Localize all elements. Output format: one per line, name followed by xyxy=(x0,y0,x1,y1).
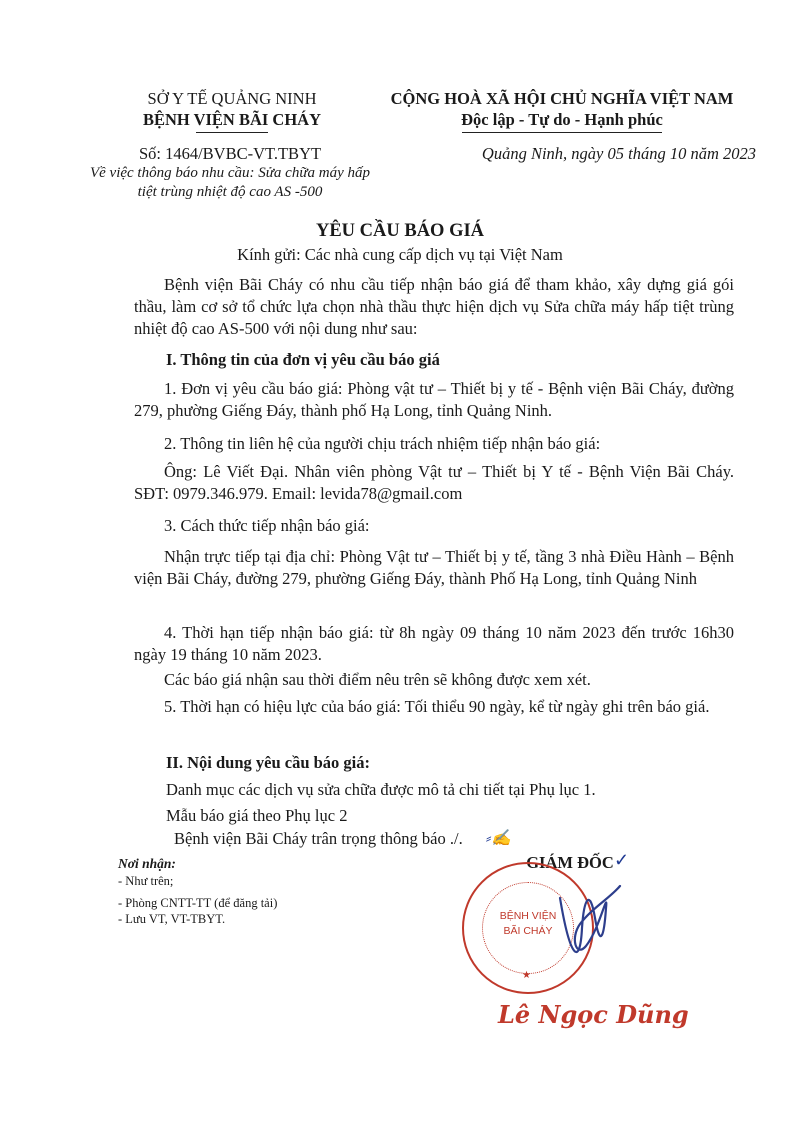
section-1-item-5: 5. Thời hạn có hiệu lực của báo giá: Tối thiểu 90 ngày, kể từ ngày ghi trên báo giá. xyxy=(164,697,710,716)
section-2-line-2: Mẫu báo giá theo Phụ lục 2 xyxy=(166,806,348,825)
recipients-block xyxy=(118,855,378,927)
signer-title: GIÁM ĐỐC xyxy=(526,853,614,872)
seal-line-2: BÃI CHÁY xyxy=(503,925,553,937)
intro-paragraph: Bệnh viện Bãi Cháy có nhu cầu tiếp nhận báo giá để tham khảo, xây dựng giá gói thầu, làm cơ sở tổ chức lựa chọn nhà thầu thực hiện dịch vụ Sửa chữa máy hấp tiệt trùng nhiệt độ cao AS-500 với nội dung như sau: xyxy=(134,275,734,338)
subject-line-1: Về việc thông báo nhu cầu: Sửa chữa máy hấp xyxy=(89,165,371,181)
country-name: CỘNG HOÀ XÃ HỘI CHỦ NGHĨA VIỆT NAM xyxy=(390,89,734,108)
section-1-item-3-detail: Nhận trực tiếp tại địa chỉ: Phòng Vật tư – Thiết bị y tế, tầng 3 nhà Điều Hành – Bệnh viện Bãi Cháy, đường 279, phường Giếng Đáy, thành Phố Hạ Long, tỉnh Quảng Ninh xyxy=(134,547,734,588)
recipients-heading: Nơi nhận: xyxy=(118,856,176,871)
issuing-authority xyxy=(122,88,342,130)
section-1-item-3: 3. Cách thức tiếp nhận báo giá: xyxy=(164,516,370,535)
recipient-line: Kính gửi: Các nhà cung cấp dịch vụ tại Việt Nam xyxy=(237,245,563,264)
section-1-item-4-note: Các báo giá nhận sau thời điểm nêu trên sẽ không được xem xét. xyxy=(164,670,591,689)
motto: Độc lập - Tự do - Hạnh phúc xyxy=(461,110,663,129)
signature-scribble xyxy=(540,868,630,978)
signer-name: Lê Ngọc Dũng xyxy=(498,1000,689,1029)
section-2-line-1: Danh mục các dịch vụ sửa chữa được mô tả chi tiết tại Phụ lục 1. xyxy=(166,780,596,799)
section-1-item-2: 2. Thông tin liên hệ của người chịu trách nhiệm tiếp nhận báo giá: xyxy=(164,434,601,453)
section-1-item-2-detail: Ông: Lê Viết Đại. Nhân viên phòng Vật tư – Thiết bị Y tế - Bệnh Viện Bãi Cháy. SĐT: 0979.346.979. Email: levida78@gmail.com xyxy=(134,462,734,503)
document-title: YÊU CẦU BÁO GIÁ xyxy=(315,221,485,241)
initial-mark-icon: ⸗✍ xyxy=(486,830,512,847)
hospital-name: BỆNH VIỆN BÃI CHÁY xyxy=(142,110,322,129)
section-2-line-3: Bệnh viện Bãi Cháy trân trọng thông báo ./. xyxy=(174,829,463,848)
doc-meta xyxy=(60,143,400,202)
doc-number: Số: 1464/BVBC-VT.TBYT xyxy=(138,144,322,163)
header-right-rule xyxy=(462,132,662,133)
subject-line-2: tiệt trùng nhiệt độ cao AS -500 xyxy=(137,184,323,200)
date-line: Quảng Ninh, ngày 05 tháng 10 năm 2023 xyxy=(481,144,756,163)
seal-line-1: BỆNH VIỆN xyxy=(499,910,557,922)
section-1-item-4: 4. Thời hạn tiếp nhận báo giá: từ 8h ngày 09 tháng 10 năm 2023 đến trước 16h30 ngày 19 tháng 10 năm 2023. xyxy=(134,623,734,664)
recipient-item: - Như trên; xyxy=(118,874,174,888)
recipient-item: - Lưu VT, VT-TBYT. xyxy=(118,912,226,926)
header-left-rule xyxy=(196,132,268,133)
section-2-heading: II. Nội dung yêu cầu báo giá: xyxy=(166,753,371,772)
seal-star-icon: ★ xyxy=(522,970,531,981)
section-1-heading: I. Thông tin của đơn vị yêu cầu báo giá xyxy=(166,350,440,369)
recipient-item: - Phòng CNTT-TT (để đăng tải) xyxy=(118,896,278,910)
initial-mark-icon: ✓ xyxy=(614,850,630,870)
department-name: SỞ Y TẾ QUẢNG NINH xyxy=(147,89,317,108)
section-1-item-1: 1. Đơn vị yêu cầu báo giá: Phòng vật tư – Thiết bị y tế - Bệnh viện Bãi Cháy, đường 279, phường Giếng Đáy, thành phố Hạ Long, tỉnh Quảng Ninh. xyxy=(134,379,734,420)
national-motto xyxy=(372,88,752,130)
